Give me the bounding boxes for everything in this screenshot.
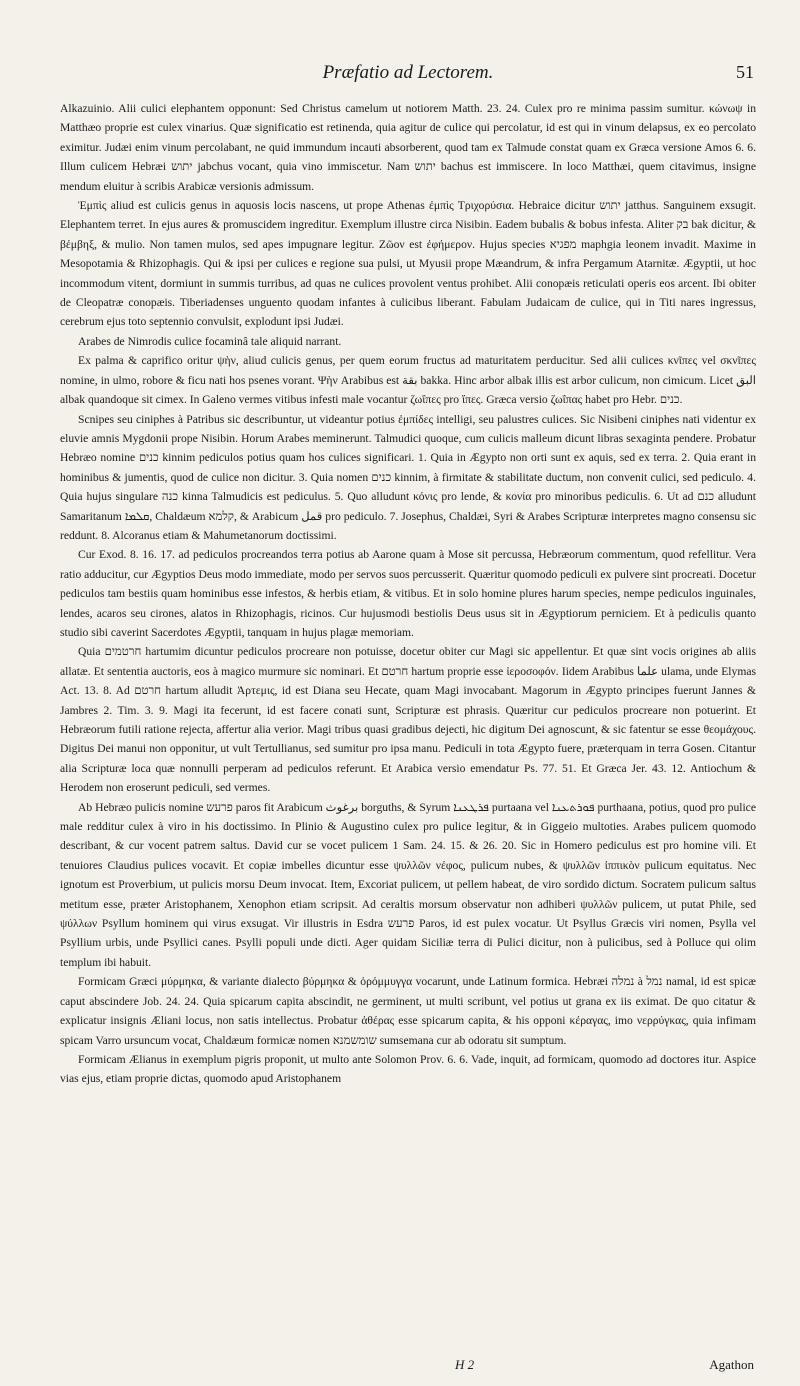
paragraph: Ab Hebræo pulicis nomine פרעש paros fit Arabicum برغوث borguths, & Syrum ܦܪܛܥܢܐ purtaana vel ܦܘܪܬܥܢܐ purthaana, potius, quod pro pulice male redditur culex à viro in his doctissimo. In Plinio & Augustino culex pro pulice legitur, & in Giggeio multoties. Arabes pulicem quomodo describant, & cur vocent patrem saltus. David cur se vocet pulicem 1 Sam. 24. 15. & 26. 20. Sic in Homero pediculus est pro homine vili. Et tenuiores Claudius pulices vocavit. Et copiæ imbelles dicuntur esse ψυλλῶν νέφος, pulicum nubes, & ψυλλῶν ἱππικὸν pulicum equitatus. Nec ignotum est Proverbium, ut pulicis morsu Deum invocat. Item, Excoriat pulicem, ut pellem habeat, de viro sordido dictum. Socratem pulicum saltus metitum esse, præter Aristophanem, Xenophon etiam scripsit. Ad ceraltis morsum observatur non adhiberi ψυλλῶν pulicem, ut putat Phile, sed ψύλλων Psyllum hominem qui virus exsugat. Vir illustris in Esdra פרעש Paros, id est pulex vocatur. Ut Psyllus Græcis viri nomen, Psylla vel Psyllium urbis, unde Psyllici canes. Psylli populi unde dicti. Ager quidam Siciliæ terra di Pulici dicitur, non à pulicibus, sed à Polluce qui olim templum ibi habuit.	[60, 800, 756, 969]
paragraph: Ex palma & caprifico oritur ψὴν, aliud culicis genus, per quem eorum fructus ad maturitatem perducitur. Sed alii culices κνῖπες vel σκνῖπες nomine, in ulmo, robore & ficu nati hos psenes vorant. Ψὴν Arabibus est بقة bakka. Hinc arbor albak illis est arbor culicum, non cimicum. Licet البق albak quandoque sit cimex. In Galeno vermes vitibus infesti male vocantur ζωΐπες pro ἴπες. Græca versio ζωΐπας habet pro Hebr. כנים.	[60, 354, 757, 407]
paragraph: Alkazuinio. Alii culici elephantem opponunt: Sed Christus camelum ut notiorem Matth. 23. 24. Culex pro re minima passim sumitur. κώνωψ in Matthæo proprie est culex vinarius. Quæ significatio est retinenda, quia agitur de culice qui percolatur, id est qui in vinum delapsus, ex eo percolato eximitur. Judæi enim vinum percolabant, ne quid immundum incauti absorberent, quod tam ex Talmude constat quam ex Græca versione Amos 6. 6. Illum culicem Hebræi יתוש jabchus vocant, quia vino immiscetur. Nam יתוש bachus est immiscere. In loco Matthæi, quem citavimus, insigne mendum eluitur à scribis Arabicæ versionis admissum.	[60, 102, 756, 193]
paragraph: Scnipes seu ciniphes à Patribus sic describuntur, ut videantur potius ἐμπίδες intelligi, seu palustres culices. Sic Nisibeni ciniphes nati videntur ex eluvie amnis Mygdonii prope Nisibin. Horum Arabes meminerunt. Talmudici quoque, cum culicis malleum dicunt libras sexaginta pendere. Probatur Hebræo nomine כנים kinnim pediculos potius quam hos culices significari. 1. Quia in Ægypto non orti sunt ex aquis, sed ex terra. 2. Quia erant in hominibus & jumentis, quod de culice non dicitur. 3. Quia nomen כנים kinnim, à firmitate & stabilitate ductum, non convenit culici, sed pediculo. 4. Quia hujus singulare כנה kinna Talmudicis est pediculus. 5. Quo alludunt κόνις pro lende, & κονία pro minoribus pediculis. 6. Ut ad כנם alludunt Samaritanum ܩܠܡܐ, Chaldæum קלמא, & Arabicum قمل pro pediculo. 7. Josephus, Chaldæi, Syri & Arabes Scripturæ interpretes magno consensu sic reddunt. 8. Alcoranus etiam & Mahumetanorum doctissimi.	[60, 412, 757, 542]
paragraph: Formicam Ælianus in exemplum pigris proponit, ut multo ante Solomon Prov. 6. 6. Vade, inquit, ad formicam, quomodo ad doctores itur. Aspice vias ejus, etiam proprie dictas, quomodo apud Aristophanem	[60, 1052, 756, 1086]
running-title: Præfatio ad Lectorem.	[322, 62, 494, 83]
signature-mark: H 2	[455, 1357, 475, 1372]
paragraph: Quia חרטמים hartumim dicuntur pediculos procreare non potuisse, docetur obiter cur Magi sic appellentur. Et quæ sint vocis origines ab aliis allatæ. Et sententia auctoris, eos à magico murmure sic nominari. Et חרטם hartum proprie esse ἱεροσοφόν. Iidem Arabibus علما ulama, unde Elymas Act. 13. 8. Ad חרטם hartum alludit Ἀρτεμις, id est Diana seu Hecate, quam Magi invocabant. Magorum in Ægypto principes fuerunt Jannes & Jambres 2. Tim. 3. 9. Magi ita fecerunt, id est facere conati sunt, Scripturæ est phrasis. Quæritur cur pediculos procreare non potuerint. Et Hebræorum futili ratione rejecta, affertur alia verior. Magi tribus quasi gradibus dejecti, hic digitum Dei agnoscunt, & sic fatentur se esse θεομάχους. Digitus Dei manui non opponitur, ut vult Tertullianus, sed sumitur pro ipsa manu. Pediculi in tota Ægypto fuere, præterquam in terra Gosen. Citantur alia Scripturæ loca quæ nonnulli perperam ad pediculos referunt. Et Arabica versio emendatur Ps. 77. 51. Et Græca Jer. 43. 12. Antiochum & Herodem non eroserunt pediculi, sed vermes.	[60, 645, 756, 795]
page-header	[60, 62, 756, 86]
paragraph: Ἐμπὶς aliud est culicis genus in aquosis locis nascens, ut prope Athenas ἐμπὶς Τριχορύσια. Hebraice dicitur יתוש jatthus. Sanguinem exsugit. Elephantem terret. In ejus aures & promuscidem ingreditur. Exemplum illustre circa Nisibin. Eadem bubalis & bobus infesta. Aliter בק bak dicitur, & βέμβηξ, & mulio. Non tamen mulos, sed apes impugnare legitur. Ζῶον est ἐφήμερον. Hujus species מפגיא maphgia leonem invadit. Maxime in Mesopotamia & Rhizophagis. Qui & ipsi per culices e regione sua pulsi, ut Myusii prope Mæandrum, & infra Pergamum Atarnitæ. Ægyptii, ut hoc incommodum vitent, dormiunt in summis turribus, ad quas ne culices provolent ventus prohibet. Alii conopæis reticulati operis eos arcent. Ibi obiter de Cleopatræ conopæis. Tiberiadenses unguento quodam infantes à culicibus liberant. Fabulam Judaicam de culice, qui in Titi nares ingressus, cerebrum ejus toto septennio convulsit, explodunt ipsi Judæi.	[60, 199, 757, 329]
paragraph: Cur Exod. 8. 16. 17. ad pediculos procreandos terra potius ab Aarone quam à Mose sit percussa, Hebræorum commentum, quod refellitur. Vera ratio adducitur, cur Ægyptios Deus modo immediate, modo per servos suos percusserit. Quæritur quomodo pediculi ex pulvere sint procreati. Docetur pediculos tam bestiis quam hominibus esse infestos, & herbis etiam, & vitibus. Et in solo homine plures harum species, nempe pediculos inguinales, lendes, acaros seu cirones, alatos in Rhizophagis, ricinos. Cur hujusmodi bestiolis Deus usus sit in Ægyptiorum perniciem. Et à pediculis quanto studio sibi caverint Sacerdotes Ægyptii, tanquam in hujus plagæ memoriam.	[60, 548, 756, 639]
catchword: Agathon	[709, 1357, 754, 1372]
paragraph: Arabes de Nimrodis culice focaminâ tale aliquid narrant.	[78, 334, 342, 348]
text-body	[60, 99, 756, 1089]
page-number: 51	[736, 62, 754, 82]
paragraph: Formicam Græci μύρμηκα, & variante dialecto βύρμηκα & ὀρόμμυγγα vocarunt, unde Latinum formica. Hebræi נמלה à נמל namal, id est spicæ caput abscindere Job. 24. 24. Quia spicarum capita abscindit, ne germinent, ut multi scribunt, vel potius ut grana ex iis eximat. De quo citatur & explicatur insignis Æliani locus, non satis intellectus. Probatur ἀθέρας esse spicarum capita, & his opponi κέραγας, imo νερρύγκας, quia infimam spicam Varro ursuncum vocat, Chaldæum formicæ nomen שומשמנא sumsemana cur ab odoratu sit sumptum.	[60, 975, 756, 1047]
